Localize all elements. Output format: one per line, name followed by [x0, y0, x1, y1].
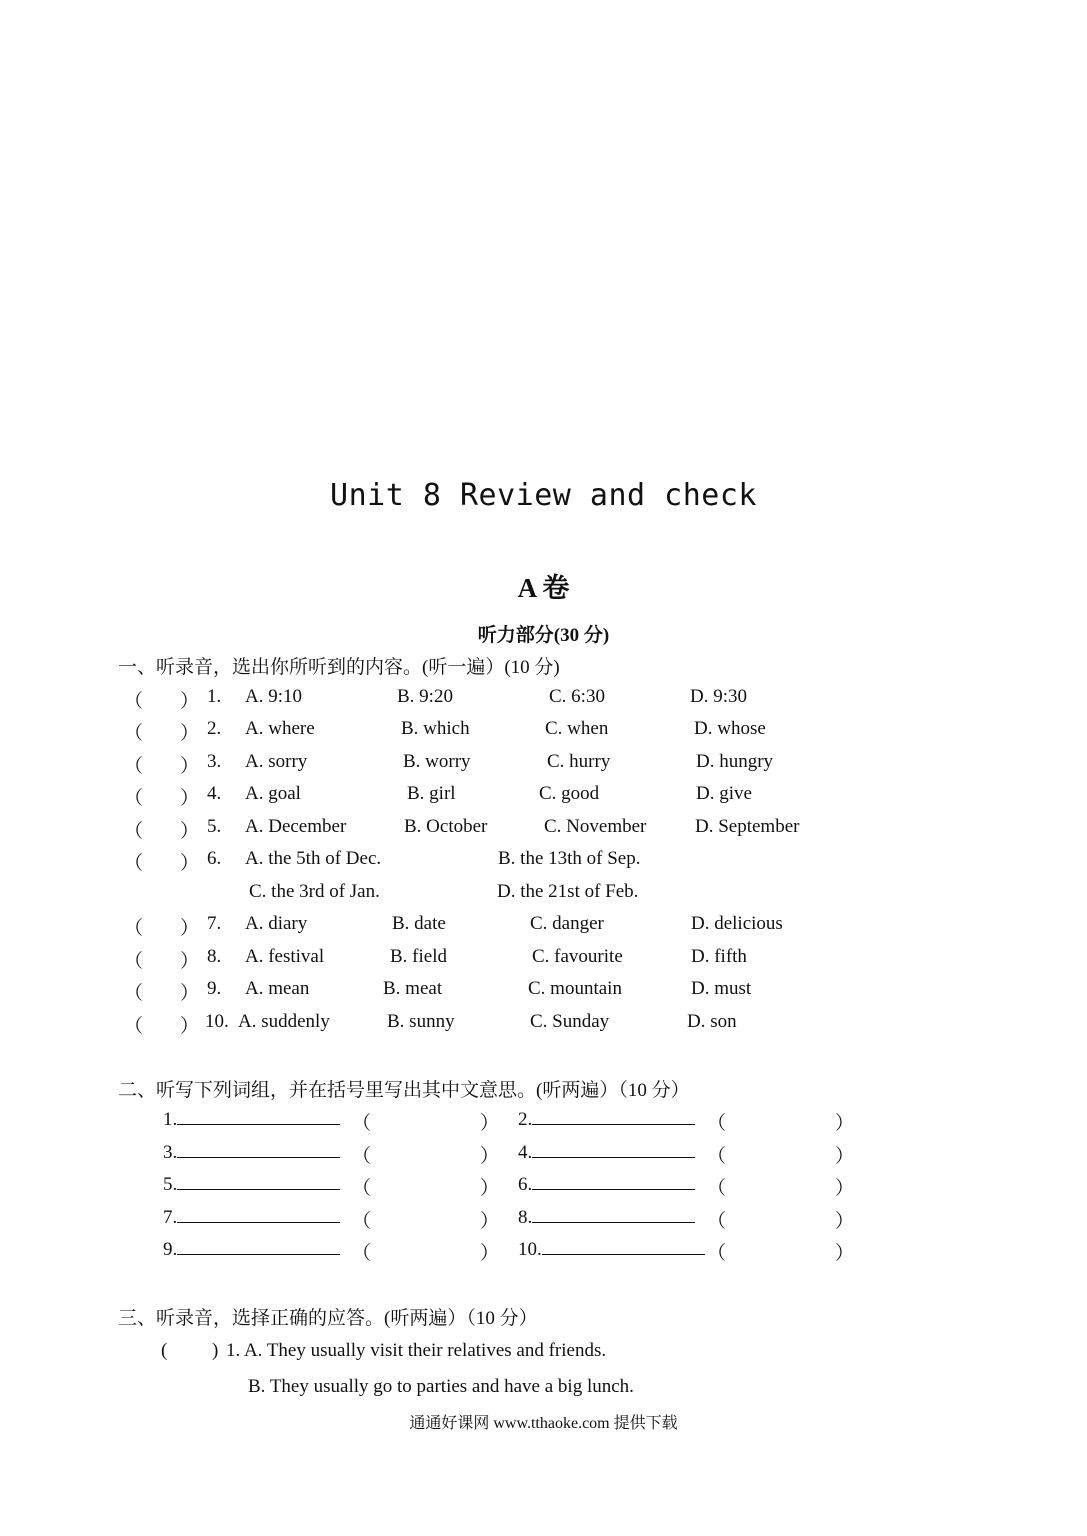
option-d: D. son	[687, 1011, 737, 1032]
question-number: 4.	[207, 783, 222, 804]
dictation-number: 4.	[518, 1142, 533, 1163]
dictation-number: 5.	[163, 1174, 178, 1195]
answer-close-paren: ）	[180, 853, 200, 874]
meaning-close-paren: ）	[480, 1113, 500, 1134]
question-number: 9.	[207, 978, 222, 999]
answer-close-paren: ）	[180, 983, 200, 1004]
option-d: D. delicious	[691, 913, 783, 934]
q1-close-paren: )	[212, 1340, 219, 1361]
option-d: D. the 21st of Feb.	[497, 881, 639, 902]
dictation-item	[518, 1173, 695, 1196]
question-number: 10.	[205, 1011, 229, 1032]
option-a: A. suddenly	[238, 1011, 330, 1032]
option-b: B. girl	[407, 783, 456, 804]
meaning-open-paren: （	[352, 1243, 372, 1264]
answer-close-paren: ）	[180, 821, 200, 842]
question-number: 6.	[207, 848, 222, 869]
answer-close-paren: ）	[180, 1016, 200, 1037]
option-c: C. good	[539, 783, 600, 804]
option-a: A. December	[245, 816, 347, 837]
page-title: Unit 8 Review and check	[330, 478, 757, 513]
part-label: 听力部分(30 分)	[477, 625, 610, 646]
meaning-close-paren: ）	[480, 1178, 500, 1199]
dictation-number: 6.	[518, 1174, 533, 1195]
answer-blank[interactable]	[177, 1141, 340, 1158]
dictation-number: 7.	[163, 1207, 178, 1228]
dictation-number: 10.	[518, 1239, 542, 1260]
answer-close-paren: ）	[180, 951, 200, 972]
option-a: A. goal	[245, 783, 301, 804]
option-d: D. must	[691, 978, 752, 999]
answer-open-paren: （	[124, 983, 144, 1004]
answer-open-paren: （	[124, 756, 144, 777]
option-b: B. which	[401, 718, 470, 739]
option-c: C. the 3rd of Jan.	[249, 881, 380, 902]
meaning-open-paren: （	[707, 1211, 727, 1232]
dictation-number: 1.	[163, 1109, 178, 1130]
meaning-close-paren: ）	[480, 1211, 500, 1232]
meaning-close-paren: ）	[835, 1113, 855, 1134]
q1-open-paren: (	[161, 1340, 168, 1361]
answer-blank[interactable]	[532, 1108, 695, 1125]
question-number: 1.	[207, 686, 222, 707]
answer-open-paren: （	[124, 951, 144, 972]
answer-close-paren: ）	[180, 756, 200, 777]
option-a: A. where	[245, 718, 315, 739]
option-d: D. hungry	[696, 751, 774, 772]
option-c: C. danger	[530, 913, 604, 934]
meaning-close-paren: ）	[480, 1146, 500, 1167]
dictation-number: 9.	[163, 1239, 178, 1260]
option-c: C. when	[545, 718, 609, 739]
dictation-item	[518, 1108, 695, 1131]
meaning-open-paren: （	[352, 1146, 372, 1167]
dictation-number: 8.	[518, 1207, 533, 1228]
section3-heading: 三、听录音，选择正确的应答。(听两遍）（10 分）	[118, 1308, 538, 1329]
meaning-open-paren: （	[707, 1243, 727, 1264]
answer-close-paren: ）	[180, 918, 200, 939]
question-number: 2.	[207, 718, 222, 739]
option-a: A. 9:10	[245, 686, 302, 707]
answer-blank[interactable]	[177, 1108, 340, 1125]
meaning-close-paren: ）	[480, 1243, 500, 1264]
answer-close-paren: ）	[180, 788, 200, 809]
question-number: 3.	[207, 751, 222, 772]
option-c: C. November	[544, 816, 647, 837]
option-a: A. diary	[245, 913, 308, 934]
answer-close-paren: ）	[180, 691, 200, 712]
q1-option-a: 1. A. They usually visit their relatives and friends.	[226, 1340, 607, 1361]
answer-blank[interactable]	[532, 1206, 695, 1223]
option-b: B. the 13th of Sep.	[498, 848, 641, 869]
meaning-close-paren: ）	[835, 1243, 855, 1264]
answer-blank[interactable]	[177, 1173, 340, 1190]
answer-blank[interactable]	[177, 1238, 340, 1255]
answer-open-paren: （	[124, 691, 144, 712]
answer-open-paren: （	[124, 918, 144, 939]
footer-credit: 通通好课网 www.tthaoke.com 提供下载	[409, 1415, 678, 1432]
dictation-item	[518, 1206, 695, 1229]
paper-label: A 卷	[517, 573, 570, 603]
option-b: B. October	[404, 816, 488, 837]
dictation-item	[518, 1141, 695, 1164]
answer-open-paren: （	[124, 723, 144, 744]
option-b: B. sunny	[387, 1011, 455, 1032]
answer-close-paren: ）	[180, 723, 200, 744]
question-number: 5.	[207, 816, 222, 837]
meaning-close-paren: ）	[835, 1178, 855, 1199]
option-c: C. mountain	[528, 978, 622, 999]
option-b: B. worry	[403, 751, 471, 772]
answer-blank[interactable]	[532, 1173, 695, 1190]
dictation-item	[163, 1206, 340, 1229]
answer-blank[interactable]	[542, 1238, 705, 1255]
meaning-close-paren: ）	[835, 1211, 855, 1232]
option-b: B. field	[390, 946, 447, 967]
dictation-item	[163, 1173, 340, 1196]
option-a: A. mean	[245, 978, 310, 999]
option-a: A. sorry	[245, 751, 308, 772]
option-d: D. give	[696, 783, 752, 804]
option-c: C. hurry	[547, 751, 611, 772]
meaning-close-paren: ）	[835, 1146, 855, 1167]
dictation-item	[163, 1108, 340, 1131]
dictation-item	[518, 1238, 705, 1261]
section2-heading: 二、听写下列词组，并在括号里写出其中文意思。(听两遍）（10 分）	[118, 1080, 690, 1101]
question-number: 8.	[207, 946, 222, 967]
answer-open-paren: （	[124, 821, 144, 842]
option-d: D. whose	[694, 718, 766, 739]
answer-open-paren: （	[124, 788, 144, 809]
meaning-open-paren: （	[707, 1178, 727, 1199]
answer-blank[interactable]	[532, 1141, 695, 1158]
answer-blank[interactable]	[177, 1206, 340, 1223]
option-c: C. 6:30	[549, 686, 605, 707]
option-b: B. meat	[383, 978, 443, 999]
option-b: B. 9:20	[397, 686, 453, 707]
option-a: A. festival	[245, 946, 325, 967]
question-number: 7.	[207, 913, 222, 934]
dictation-item	[163, 1141, 340, 1164]
option-d: D. fifth	[691, 946, 747, 967]
option-d: D. 9:30	[690, 686, 747, 707]
section1-heading: 一、听录音，选出你所听到的内容。(听一遍）(10 分)	[118, 657, 560, 678]
meaning-open-paren: （	[352, 1211, 372, 1232]
option-d: D. September	[695, 816, 800, 837]
q1-option-b: B. They usually go to parties and have a big lunch.	[248, 1376, 634, 1397]
option-c: C. Sunday	[530, 1011, 610, 1032]
meaning-open-paren: （	[352, 1178, 372, 1199]
answer-open-paren: （	[124, 853, 144, 874]
option-b: B. date	[392, 913, 446, 934]
dictation-number: 2.	[518, 1109, 533, 1130]
dictation-item	[163, 1238, 340, 1261]
meaning-open-paren: （	[352, 1113, 372, 1134]
meaning-open-paren: （	[707, 1146, 727, 1167]
option-c: C. favourite	[532, 946, 623, 967]
answer-open-paren: （	[124, 1016, 144, 1037]
dictation-number: 3.	[163, 1142, 178, 1163]
option-a: A. the 5th of Dec.	[245, 848, 382, 869]
meaning-open-paren: （	[707, 1113, 727, 1134]
